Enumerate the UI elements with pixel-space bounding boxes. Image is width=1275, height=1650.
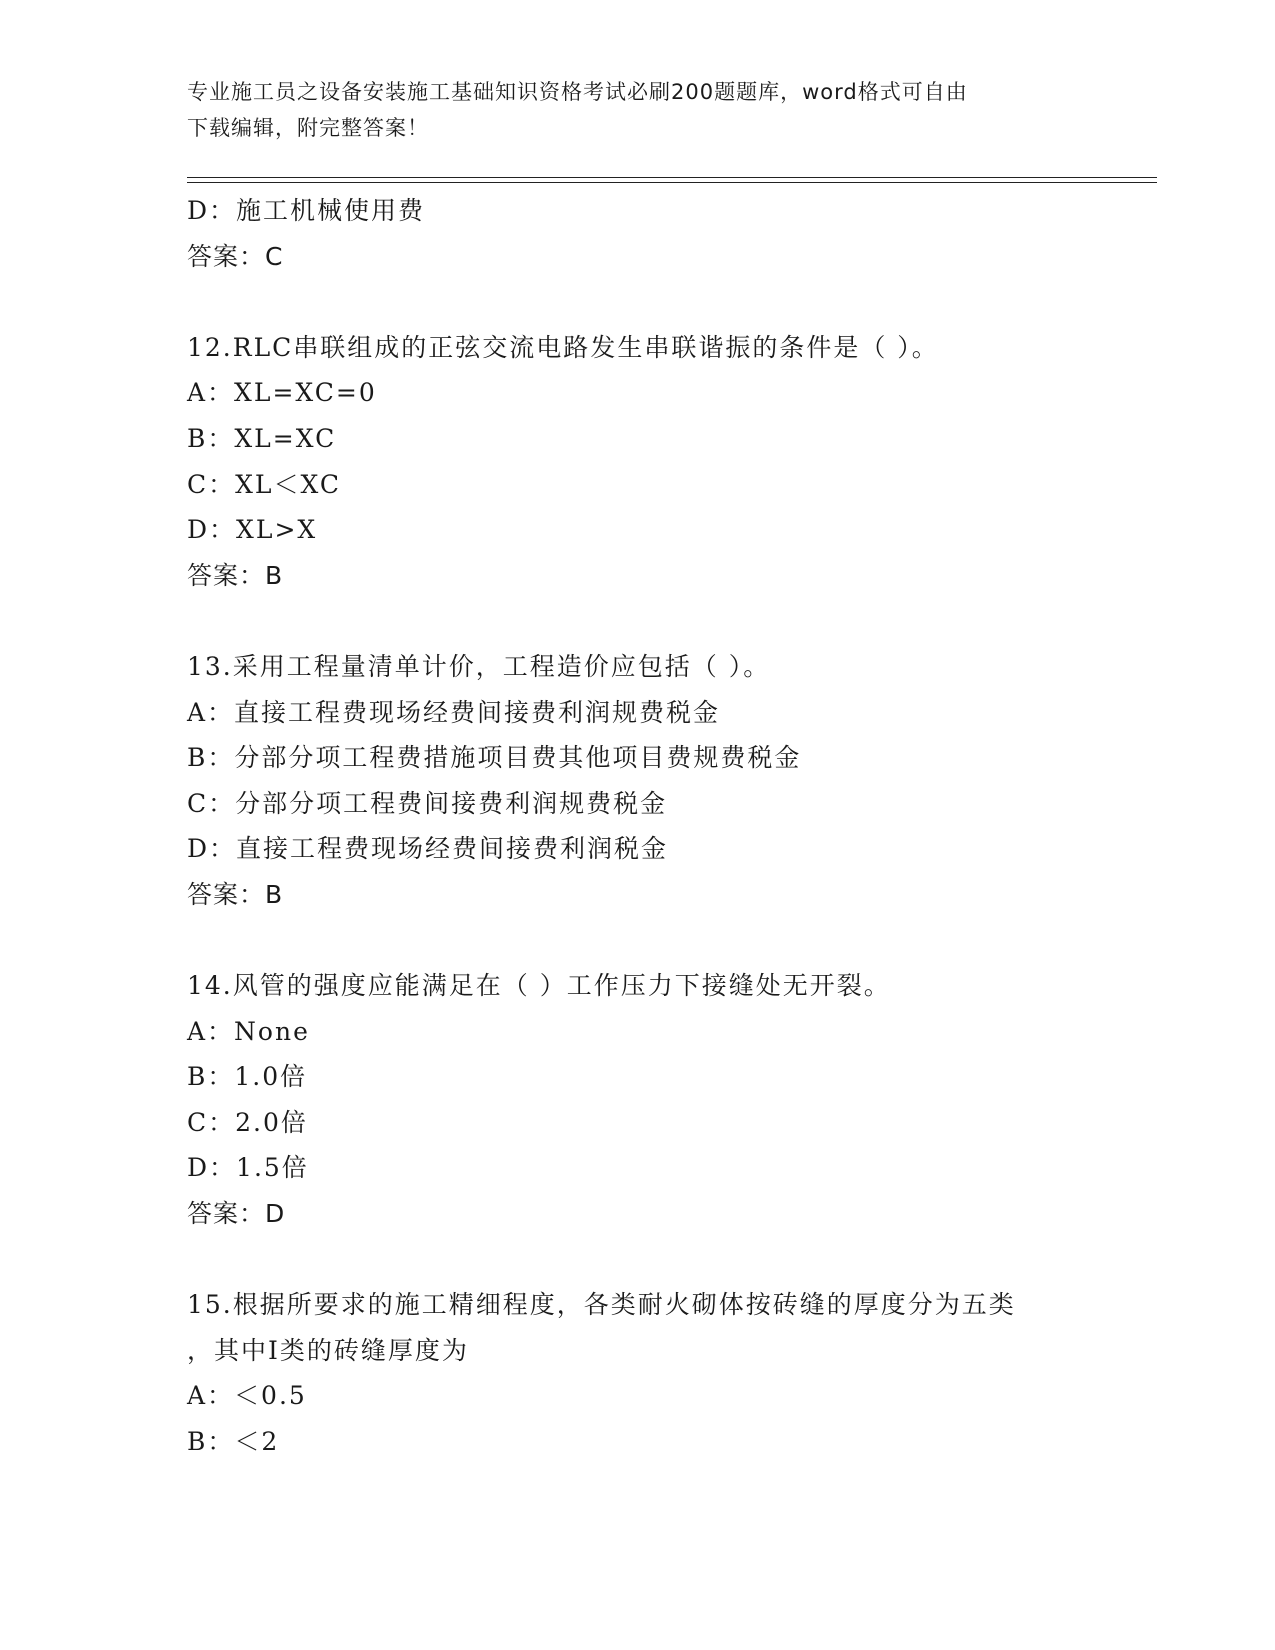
- document-header: [187, 74, 1067, 146]
- prev-answer: 答案：C: [187, 241, 284, 271]
- option-d: D：1.5倍: [187, 1153, 309, 1183]
- header-line-2: 下载编辑，附完整答案！: [187, 116, 429, 140]
- option-c: C：分部分项工程费间接费利润规费税金: [187, 788, 668, 818]
- option-b: B：1.0倍: [187, 1062, 308, 1092]
- option-c: C：2.0倍: [187, 1107, 308, 1137]
- option-b: B：XL=XC: [187, 423, 337, 453]
- question-list: [187, 188, 1087, 1465]
- option-a: A：直接工程费现场经费间接费利润规费税金: [187, 697, 721, 727]
- answer: 答案：B: [187, 560, 284, 590]
- question-15: [187, 1282, 1087, 1464]
- answer: 答案：B: [187, 879, 284, 909]
- question-stem-line-1: 15.根据所要求的施工精细程度，各类耐火砌体按砖缝的厚度分为五类: [187, 1290, 1016, 1320]
- option-c: C：XL＜XC: [187, 469, 342, 499]
- option-b: B：＜2: [187, 1427, 280, 1457]
- answer: 答案：D: [187, 1199, 286, 1229]
- header-divider-top: [187, 177, 1157, 178]
- header-divider-bottom: [187, 182, 1157, 183]
- question-stem: 13.采用工程量清单计价，工程造价应包括（ ）。: [187, 651, 771, 681]
- option-d: D：直接工程费现场经费间接费利润税金: [187, 834, 669, 864]
- option-d: D：XL>X: [187, 515, 318, 545]
- option-b: B：分部分项工程费措施项目费其他项目费规费税金: [187, 743, 802, 773]
- question-stem: 14.风管的强度应能满足在（ ）工作压力下接缝处无开裂。: [187, 971, 891, 1001]
- question-stem-line-2: ，其中I类的砖缝厚度为: [187, 1335, 469, 1365]
- prev-option-d: D：施工机械使用费: [187, 196, 426, 225]
- question-14: [187, 963, 1087, 1237]
- header-line-1: 专业施工员之设备安装施工基础知识资格考试必刷200题题库，word格式可自由: [187, 80, 968, 104]
- option-a: A：None: [187, 1016, 310, 1046]
- option-a: A：XL=XC=0: [187, 378, 377, 408]
- question-13: [187, 644, 1087, 918]
- question-12: [187, 325, 1087, 599]
- option-a: A：＜0.5: [187, 1381, 307, 1411]
- question-stem: 12.RLC串联组成的正弦交流电路发生串联谐振的条件是（ ）。: [187, 332, 939, 362]
